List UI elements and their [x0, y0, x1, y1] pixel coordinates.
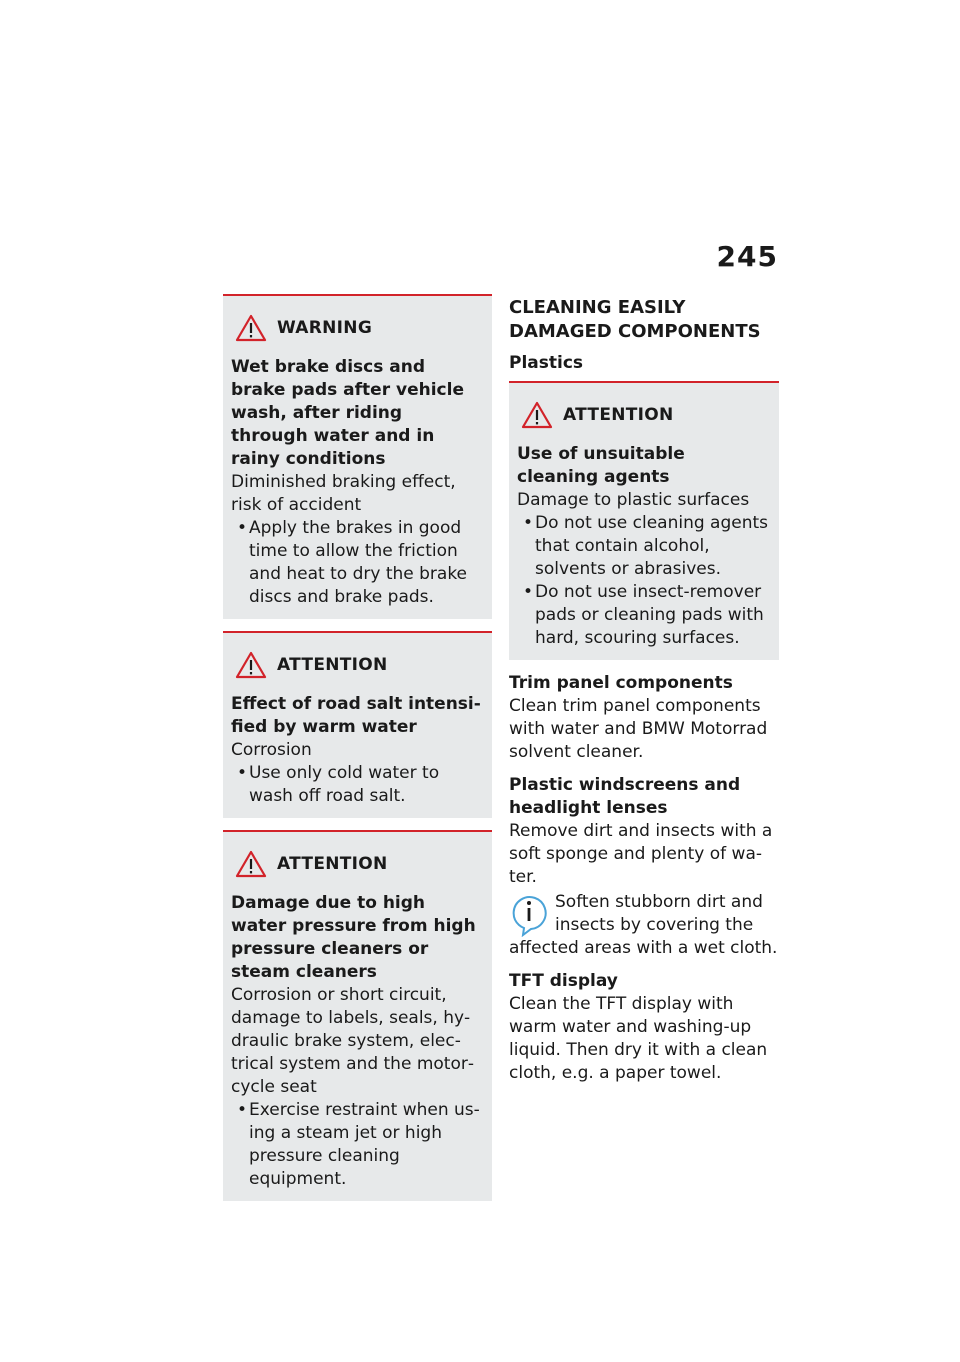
notice-label: ATTENTION	[563, 405, 674, 425]
bullet-item: • Apply the brakes in good time to allow the friction and heat to dry the brake discs and brake pads.	[231, 517, 484, 609]
notice-bullets	[517, 512, 771, 650]
tft-text: Clean the TFT display with warm water and washing-up liquid. Then dry it with a clean cloth, e.g. a paper towel.	[509, 994, 768, 1083]
trim-text: Clean trim panel components with water and BMW Motorrad solvent cleaner.	[509, 696, 768, 762]
trim-section	[509, 672, 779, 764]
notice-title: Wet brake discs and brake pads after vehicle wash, after riding through water and in rainy conditions	[231, 357, 464, 469]
info-icon	[509, 891, 549, 937]
notice-bullets	[231, 762, 484, 808]
hint-text: Soften stubborn dirt and insects by covering the affected areas with a wet cloth.	[509, 892, 778, 958]
notice-consequence: Damage to plastic surfaces	[517, 490, 750, 510]
notice-bullets	[231, 1099, 484, 1191]
notice-bullets	[231, 517, 484, 609]
notice-label: ATTENTION	[277, 854, 388, 874]
notice-title: Use of unsuitable cleaning agents	[517, 444, 685, 487]
trim-heading: Trim panel components	[509, 673, 733, 693]
left-column	[223, 294, 492, 1213]
notice-title: Effect of road salt intensified by warm water	[231, 694, 481, 737]
hint-block	[509, 891, 779, 960]
bullet-item: • Do not use insect-remover pads or cleaning pads with hard, scouring surfaces.	[517, 581, 771, 650]
warning-triangle-icon	[235, 314, 267, 342]
bullet-item: • Use only cold water to wash off road salt.	[231, 762, 484, 808]
subsection-title: Plastics	[509, 353, 584, 373]
section-title: CLEANING EASILY DAMAGED COMPONENTS	[509, 297, 761, 342]
attention-notice	[223, 631, 492, 818]
notice-consequence: Diminished braking effect, risk of accident	[231, 472, 456, 515]
attention-notice	[509, 383, 779, 660]
windscreen-section	[509, 774, 779, 960]
windscreen-heading: Plastic windscreens and headlight lenses	[509, 775, 741, 818]
tft-section	[509, 970, 779, 1085]
page-number: 245	[716, 240, 778, 273]
right-column	[509, 296, 779, 1085]
notice-label: ATTENTION	[277, 655, 388, 675]
notice-consequence: Corrosion	[231, 740, 312, 760]
tft-heading: TFT display	[509, 971, 618, 991]
bullet-item: • Do not use cleaning agents that contain alcohol, solvents or abrasives.	[517, 512, 771, 581]
warning-notice	[223, 294, 492, 619]
warning-triangle-icon	[521, 401, 553, 429]
windscreen-text: Remove dirt and insects with a soft sponge and plenty of water.	[509, 821, 773, 887]
warning-triangle-icon	[235, 850, 267, 878]
notice-title: Damage due to high water pressure from high pressure cleaners or steam cleaners	[231, 893, 476, 982]
bullet-item: • Exercise restraint when using a steam jet or high pressure cleaning equipment.	[231, 1099, 484, 1191]
notice-label: WARNING	[277, 318, 373, 338]
attention-notice	[223, 830, 492, 1201]
notice-consequence: Corrosion or short circuit, damage to labels, seals, hydraulic brake system, electrical system and the motorcycle seat	[231, 985, 474, 1097]
warning-triangle-icon	[235, 651, 267, 679]
